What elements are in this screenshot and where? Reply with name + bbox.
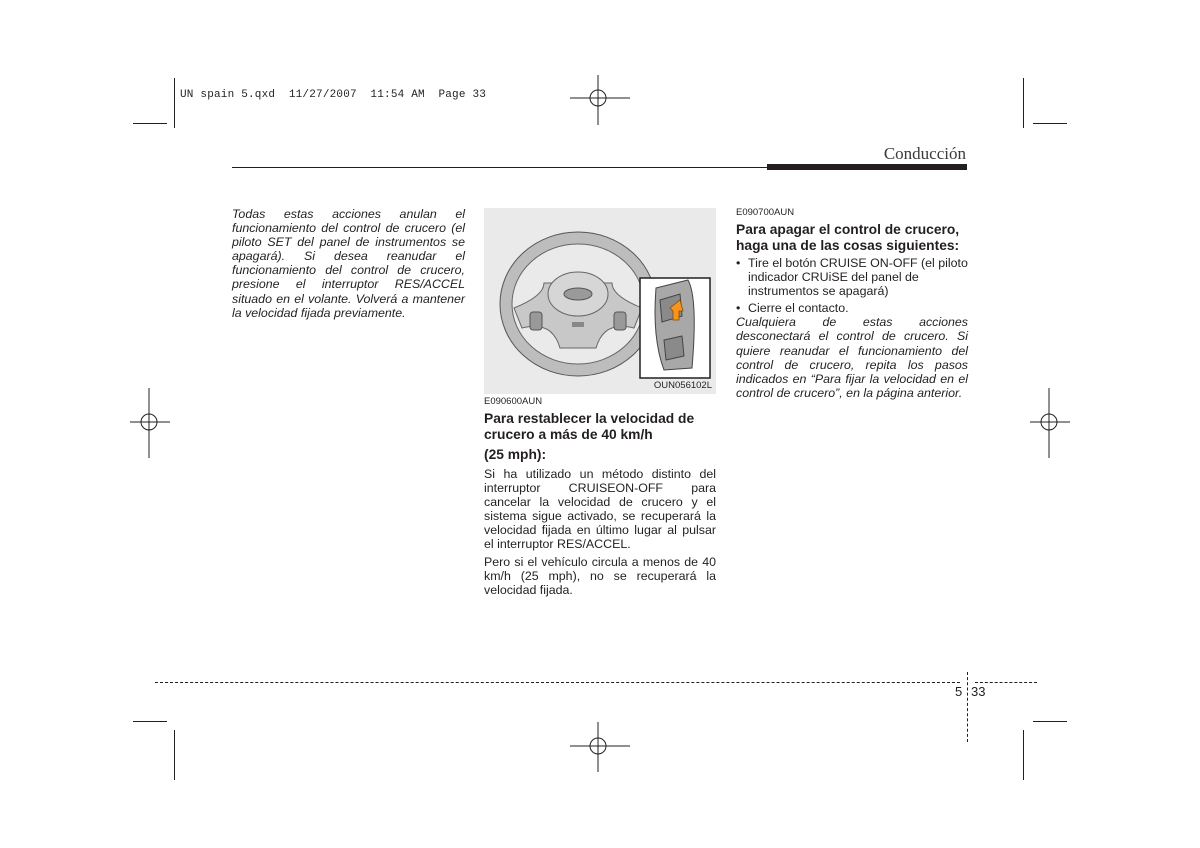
page-number: 33 (971, 684, 986, 699)
middle-column (484, 396, 716, 597)
steering-wheel-figure (484, 208, 716, 394)
list-item: • Tire el botón CRUISE ON-OFF (el piloto indicador CRUiSE del panel de instrumentos se apagará) (736, 256, 968, 298)
bullet-list (736, 256, 968, 315)
paragraph: Si ha utilizado un método distinto del interruptor CRUISEON-OFF para cancelar la velocidad de crucero y el sistema sigue activado, se recuperará la velocidad fijada en último lugar al pulsar el interruptor RES/ACCEL. (484, 467, 716, 552)
section-code: E090700AUN (736, 207, 795, 218)
footer-rule (155, 682, 960, 683)
right-column (736, 207, 968, 400)
figure-code: OUN056102L (653, 380, 712, 391)
registration-mark-bottom (570, 722, 630, 772)
footer-rule (975, 682, 1037, 683)
registration-mark-top (570, 75, 630, 125)
section-code: E090600AUN (484, 396, 543, 407)
title-bar (767, 164, 967, 170)
section-title: Conducción (883, 144, 966, 163)
section-subheading: (25 mph): (484, 447, 547, 462)
chapter-number: 5 (955, 684, 963, 699)
steering-wheel-illustration (484, 208, 716, 394)
registration-mark-left (130, 388, 170, 458)
section-heading: Para apagar el control de crucero, haga una de las cosas siguientes: (736, 222, 960, 253)
section-heading: Para restablecer la velocidad de crucero a más de 40 km/h (484, 411, 695, 442)
page-divider (967, 672, 968, 742)
left-column-paragraph: Todas estas acciones anulan el funcionamiento del control de crucero (el piloto SET del panel de instrumentos se apagará). Si desea reanudar el funcionamiento del control de crucero, presione el interruptor RES/ACCEL situado en el volante. Volverá a mantener la velocidad fijada previamente. (232, 207, 465, 320)
list-item: • Cierre el contacto. (736, 301, 968, 315)
paragraph: Cualquiera de estas acciones desconectará el control de crucero. Si quiere reanudar el funcionamiento del control de crucero, repita los pasos indicados en “Para fijar la velocidad en el control de crucero”, en la página anterior. (736, 315, 968, 400)
paragraph: Pero si el vehículo circula a menos de 40 km/h (25 mph), no se recuperará la velocidad fijada. (484, 554, 716, 597)
registration-mark-right (1030, 388, 1070, 458)
print-header: UN spain 5.qxd 11/27/2007 11:54 AM Page 33 (180, 89, 487, 101)
